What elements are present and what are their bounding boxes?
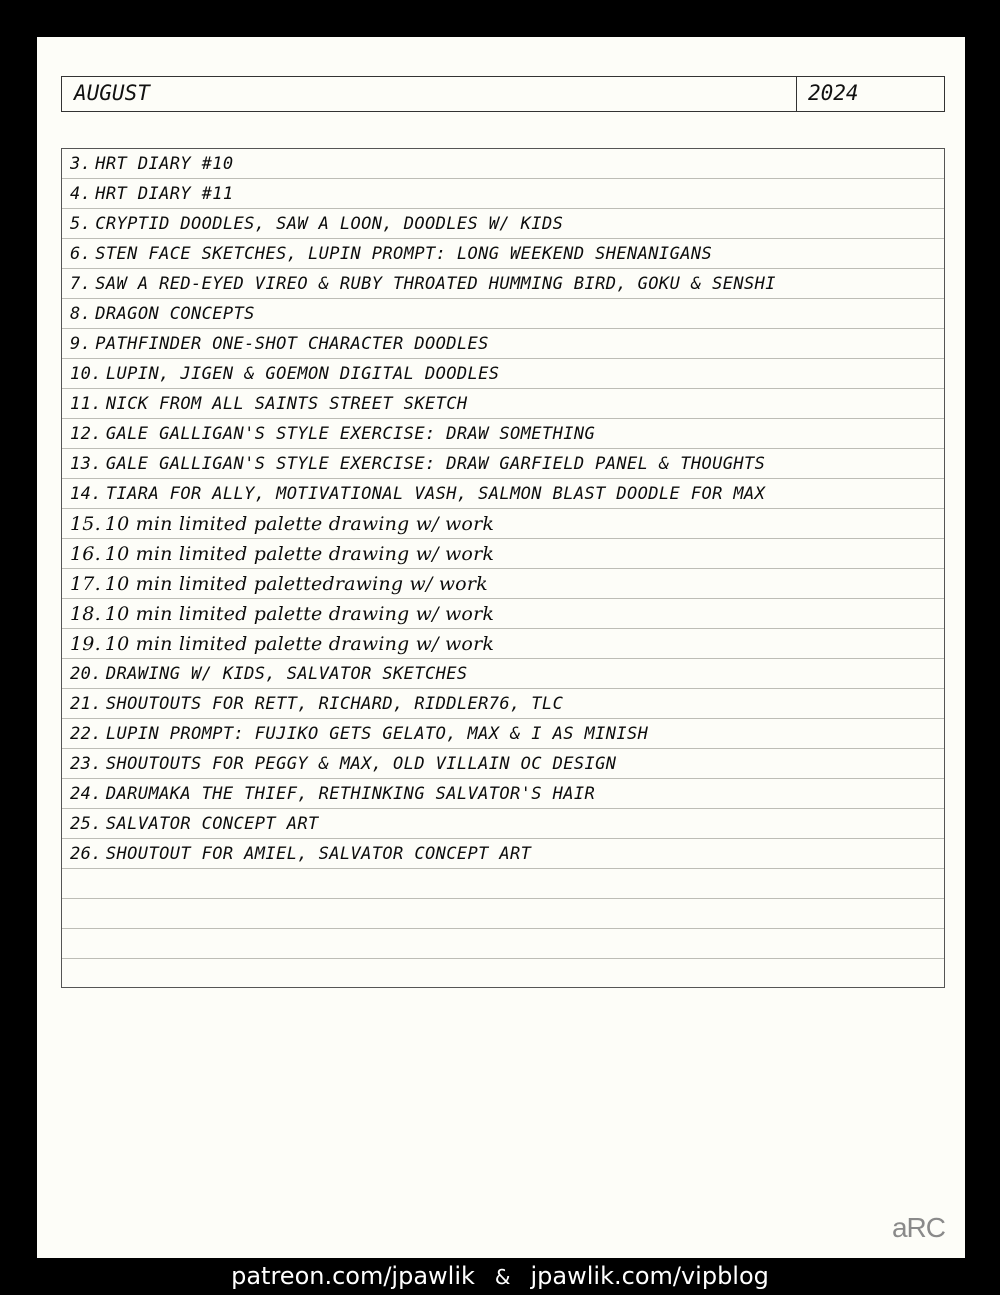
list-item <box>70 599 940 629</box>
entry-text: SALVATOR CONCEPT ART <box>105 814 319 834</box>
entry-text: TIARA FOR ALLY, MOTIVATIONAL VASH, SALMON BLAST DOODLE FOR MAX <box>105 484 766 504</box>
entry-day-number: 11. <box>70 394 102 414</box>
lined-writing-area <box>61 148 945 988</box>
entry-text: SHOUTOUTS FOR RETT, RICHARD, RIDDLER76, TLC <box>105 694 564 714</box>
list-item <box>70 179 940 209</box>
entry-text: HRT DIARY #11 <box>95 184 234 204</box>
entry-day-number: 20. <box>70 664 102 684</box>
list-item <box>70 659 940 689</box>
year-label: 2024 <box>808 81 859 105</box>
entry-day-number: 9. <box>70 334 92 354</box>
entry-day-number: 16. <box>70 543 101 565</box>
entry-text: LUPIN, JIGEN & GOEMON DIGITAL DOODLES <box>105 364 500 384</box>
entry-day-number: 10. <box>70 364 102 384</box>
list-item <box>70 239 940 269</box>
list-item <box>70 269 940 299</box>
entry-day-number: 13. <box>70 454 102 474</box>
entry-day-number: 7. <box>70 274 92 294</box>
entry-text: STEN FACE SKETCHES, LUPIN PROMPT: LONG WEEKEND SHENANIGANS <box>95 244 713 264</box>
list-item <box>70 419 940 449</box>
entry-text: LUPIN PROMPT: FUJIKO GETS GELATO, MAX & I AS MINISH <box>105 724 649 744</box>
list-item <box>70 809 940 839</box>
entry-day-number: 22. <box>70 724 102 744</box>
list-item <box>70 689 940 719</box>
entry-text: 10 min limited palette drawing w/ work <box>104 603 495 625</box>
list-item <box>70 839 940 869</box>
list-item <box>70 719 940 749</box>
entry-day-number: 12. <box>70 424 102 444</box>
entry-text: DARUMAKA THE THIEF, RETHINKING SALVATOR'S HAIR <box>105 784 596 804</box>
header-divider <box>796 77 797 111</box>
entry-day-number: 26. <box>70 844 102 864</box>
notebook-page <box>37 37 965 1258</box>
entry-day-number: 23. <box>70 754 102 774</box>
entry-text: SAW A RED-EYED VIREO & RUBY THROATED HUMMING BIRD, GOKU & SENSHI <box>95 274 776 294</box>
list-item <box>70 389 940 419</box>
entry-text: DRAGON CONCEPTS <box>95 304 255 324</box>
entry-text: 10 min limited palette drawing w/ work <box>104 633 495 655</box>
footer-links <box>0 1258 1000 1294</box>
month-label: AUGUST <box>74 81 150 105</box>
entry-list <box>70 149 940 869</box>
entry-day-number: 6. <box>70 244 92 264</box>
entry-day-number: 4. <box>70 184 92 204</box>
list-item <box>70 209 940 239</box>
footer-separator: & <box>494 1265 511 1289</box>
patreon-link[interactable]: patreon.com/jpawlik <box>231 1262 475 1290</box>
list-item <box>70 299 940 329</box>
brand-logo: aRC <box>891 1212 945 1243</box>
entry-text: GALE GALLIGAN'S STYLE EXERCISE: DRAW SOMETHING <box>105 424 596 444</box>
entry-day-number: 19. <box>70 633 101 655</box>
entry-text: DRAWING W/ KIDS, SALVATOR SKETCHES <box>105 664 468 684</box>
entry-text: HRT DIARY #10 <box>95 154 234 174</box>
entry-text: 10 min limited palette drawing w/ work <box>104 543 495 565</box>
blog-link[interactable]: jpawlik.com/vipblog <box>530 1262 769 1290</box>
entry-text: NICK FROM ALL SAINTS STREET SKETCH <box>105 394 468 414</box>
entry-day-number: 24. <box>70 784 102 804</box>
entry-text: SHOUTOUT FOR AMIEL, SALVATOR CONCEPT ART <box>105 844 532 864</box>
entry-text: 10 min limited palette drawing w/ work <box>104 513 495 535</box>
list-item <box>70 629 940 659</box>
list-item <box>70 539 940 569</box>
list-item <box>70 449 940 479</box>
entry-text: SHOUTOUTS FOR PEGGY & MAX, OLD VILLAIN OC DESIGN <box>105 754 617 774</box>
list-item <box>70 359 940 389</box>
entry-text: CRYPTID DOODLES, SAW A LOON, DOODLES W/ KIDS <box>95 214 564 234</box>
list-item <box>70 479 940 509</box>
entry-day-number: 5. <box>70 214 92 234</box>
list-item <box>70 149 940 179</box>
entry-day-number: 25. <box>70 814 102 834</box>
entry-day-number: 17. <box>70 573 101 595</box>
entry-day-number: 3. <box>70 154 92 174</box>
entry-day-number: 18. <box>70 603 101 625</box>
entry-day-number: 21. <box>70 694 102 714</box>
entry-text: GALE GALLIGAN'S STYLE EXERCISE: DRAW GARFIELD PANEL & THOUGHTS <box>105 454 766 474</box>
entry-day-number: 8. <box>70 304 92 324</box>
list-item <box>70 509 940 539</box>
entry-text: PATHFINDER ONE-SHOT CHARACTER DOODLES <box>95 334 489 354</box>
entry-day-number: 14. <box>70 484 102 504</box>
date-header <box>61 76 945 112</box>
list-item <box>70 749 940 779</box>
entry-day-number: 15. <box>70 513 101 535</box>
list-item <box>70 779 940 809</box>
list-item <box>70 329 940 359</box>
list-item <box>70 569 940 599</box>
entry-text: 10 min limited palettedrawing w/ work <box>104 573 488 595</box>
